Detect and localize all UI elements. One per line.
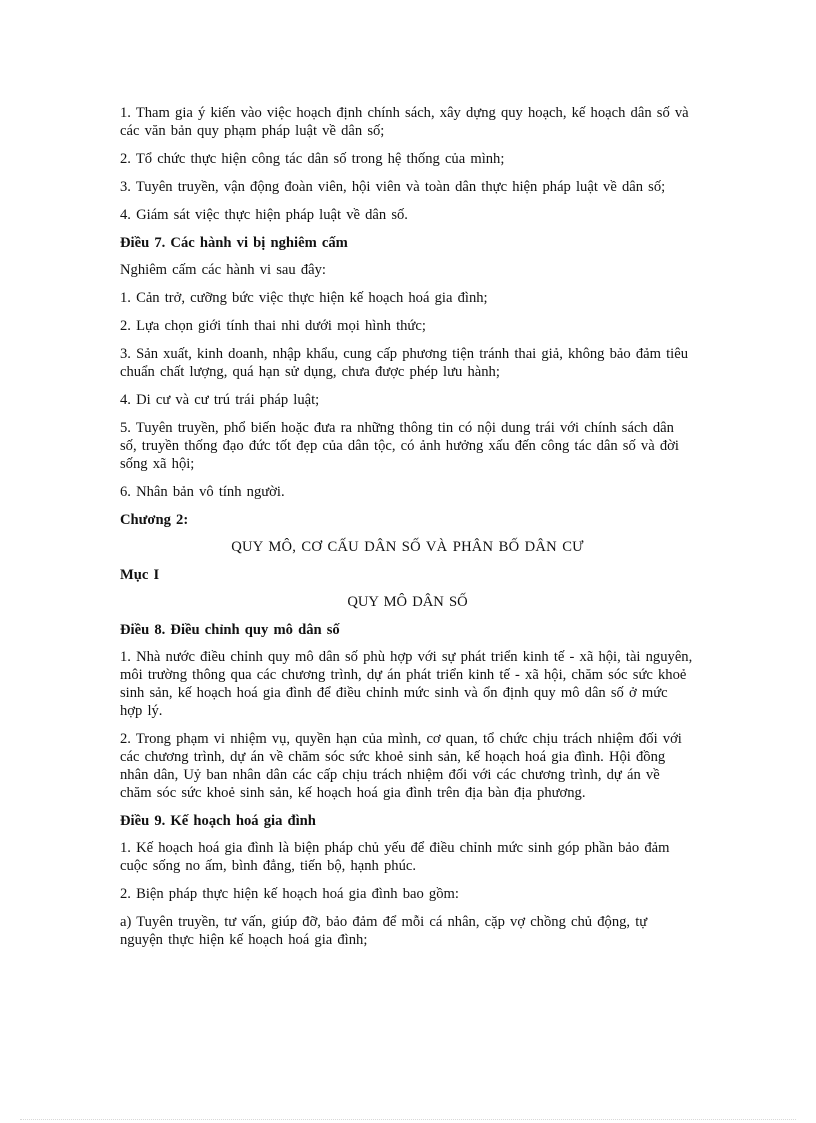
article-7-item: 3. Sản xuất, kinh doanh, nhập khẩu, cung cấp phương tiện tránh thai giả, không bảo đảm tiêu chuẩn chất lượng, quá hạn sử dụng, chưa được phép lưu hành; [120, 346, 689, 380]
paragraph: 4. Giám sát việc thực hiện pháp luật về dân số. [120, 207, 408, 223]
section-1-label: Mục I [120, 567, 160, 583]
article-7-item: 2. Lựa chọn giới tính thai nhi dưới mọi hình thức; [120, 318, 426, 334]
article-7-intro: Nghiêm cấm các hành vi sau đây: [120, 262, 326, 278]
article-8-heading: Điều 8. Điều chỉnh quy mô dân số [120, 622, 340, 638]
article-8-item: 2. Trong phạm vi nhiệm vụ, quyền hạn của mình, cơ quan, tổ chức chịu trách nhiệm đối với các chương trình, dự án về chăm sóc sức khoẻ sinh sản, kế hoạch hoá gia đình. Hội đồng nhân dân, Uỷ ban nhân dân các cấp chịu trách nhiệm đối với các chương trình, dự án về chăm sóc sức khoẻ sinh sản, kế hoạch hoá gia đình trên địa bàn địa phương. [120, 731, 682, 801]
chapter-2-title: QUY MÔ, CƠ CẤU DÂN SỐ VÀ PHÂN BỐ DÂN CƯ [231, 539, 584, 555]
article-9-item: 2. Biện pháp thực hiện kế hoạch hoá gia đình bao gồm: [120, 886, 459, 902]
article-7-heading: Điều 7. Các hành vi bị nghiêm cấm [120, 235, 348, 251]
article-9-item: 1. Kế hoạch hoá gia đình là biện pháp chủ yếu để điều chỉnh mức sinh góp phần bảo đảm cuộc sống no ấm, bình đẳng, tiến bộ, hạnh phúc. [120, 840, 670, 874]
document-body [120, 104, 695, 959]
paragraph: 3. Tuyên truyền, vận động đoàn viên, hội viên và toàn dân thực hiện pháp luật về dân số; [120, 179, 666, 195]
article-9-heading: Điều 9. Kế hoạch hoá gia đình [120, 813, 316, 829]
page-bottom-divider [20, 1119, 796, 1120]
chapter-2-label: Chương 2: [120, 512, 189, 528]
article-7-item: 5. Tuyên truyền, phổ biến hoặc đưa ra những thông tin có nội dung trái với chính sách dân số, truyền thống đạo đức tốt đẹp của dân tộc, có ảnh hưởng xấu đến công tác dân số và đời sống xã hội; [120, 420, 679, 472]
section-1-title: QUY MÔ DÂN SỐ [347, 594, 468, 610]
article-8-item: 1. Nhà nước điều chỉnh quy mô dân số phù hợp với sự phát triển kinh tế - xã hội, tài nguyên, môi trường thông qua các chương trình, dự án phát triển kinh tế - xã hội, chăm sóc sức khoẻ sinh sản, kế hoạch hoá gia đình để điều chỉnh mức sinh và ổn định quy mô dân số ở mức hợp lý. [120, 649, 693, 719]
paragraph: 2. Tổ chức thực hiện công tác dân số trong hệ thống của mình; [120, 151, 505, 167]
paragraph: 1. Tham gia ý kiến vào việc hoạch định chính sách, xây dựng quy hoạch, kế hoạch dân số và các văn bản quy phạm pháp luật về dân số; [120, 105, 689, 139]
article-9-item: a) Tuyên truyền, tư vấn, giúp đỡ, bảo đảm để mỗi cá nhân, cặp vợ chồng chủ động, tự nguyện thực hiện kế hoạch hoá gia đình; [120, 914, 648, 948]
article-7-item: 4. Di cư và cư trú trái pháp luật; [120, 392, 320, 408]
article-7-item: 1. Cản trở, cưỡng bức việc thực hiện kế hoạch hoá gia đình; [120, 290, 488, 306]
article-7-item: 6. Nhân bản vô tính người. [120, 484, 285, 500]
